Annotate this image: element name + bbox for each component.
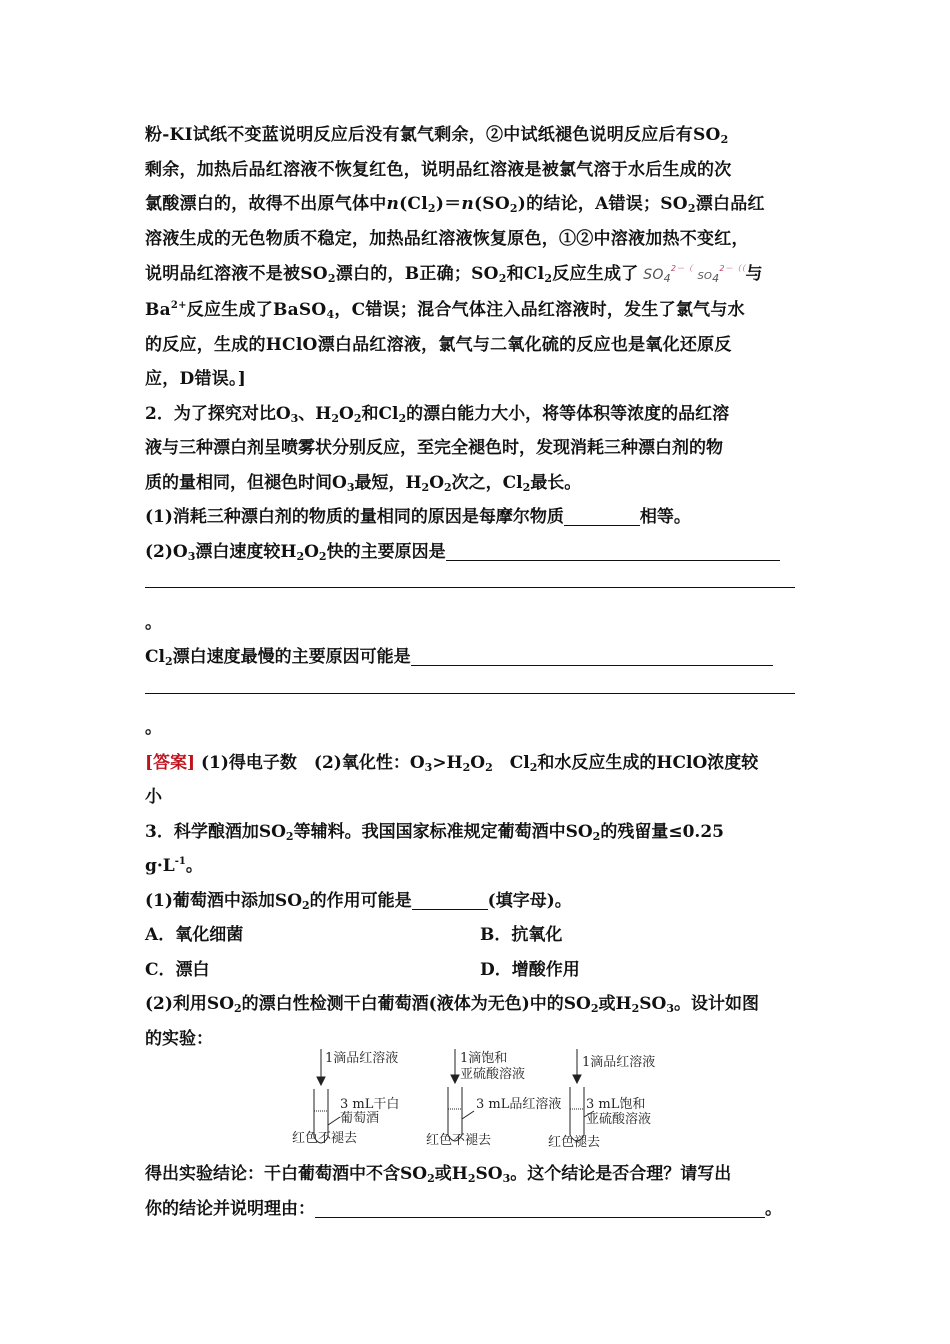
test-tube [570,1087,584,1141]
conclusion-block [145,1157,810,1226]
sulfate-ion-formula: $SO_4^{2-(}$ $SO_4^{2-((}$ [643,264,746,285]
q3-line-1: 3．科学酿酒加$SO_2$等辅料。我国国家标准规定葡萄酒中$SO_2$的残留量≤0.25 [145,821,724,843]
q3-part-2-line-2: 的实验： [145,1028,213,1049]
leader-line [328,1117,340,1125]
tube2-result-label: 红色不褪去 [426,1133,492,1148]
explanation-line-8: 应，D错误。] [145,369,247,389]
q2-part-2-blank-line [145,571,810,606]
tube1-drop-label: 1滴品红溶液 [325,1051,399,1066]
q2-line-2: 液与三种漂白剂呈喷雾状分别反应，至完全褪色时，发现消耗三种漂白剂的物 [145,438,723,458]
document-body [145,118,810,1056]
q2-part-2: $(2)O_3$漂白速度较$H_2O_2$快的主要原因是 [145,535,810,570]
answer-blank[interactable] [411,645,773,666]
tube1-result-label: 红色不褪去 [292,1131,358,1146]
explanation-line-7: 的反应，生成的HClO漂白品红溶液，氯气与二氧化硫的反应也是氧化还原反 [145,334,732,355]
answer-blank[interactable] [446,540,780,561]
option-c[interactable]: C．漂白 [145,959,210,980]
experiment-figure [290,1045,670,1157]
arrow-head [573,1075,581,1083]
q3-part-2-line-1: (2)利用$SO_2$的漂白性检测干白葡萄酒(液体为无色)中的$SO_2$或$H_2SO_3$。设计如图 [145,994,759,1015]
answer-blank[interactable] [564,505,640,526]
explanation-line-2: 剩余，加热后品红溶液不恢复红色，说明品红溶液是被氯气溶于水后生成的次 [145,159,732,180]
answer-blank[interactable] [412,889,488,910]
q2-part-3-end: 。 [145,718,162,738]
explanation-line-6: $Ba^{2+}$反应生成了BaSO$_4$，C错误；混合气体注入品红溶液时，发生了氯气与水 [145,300,745,321]
answer-blank[interactable] [145,677,795,694]
option-b[interactable]: B．抗氧化 [480,925,563,945]
option-a[interactable]: A．氧化细菌 [145,925,244,945]
tube3-liquid-label-2: 亚硫酸溶液 [586,1112,652,1127]
option-d[interactable]: D．增酸作用 [480,959,580,980]
explanation-line-1: 粉-KI试纸不变蓝说明反应后没有氯气剩余，②中试纸褪色说明反应后有$SO_2$ [145,125,729,146]
explanation-line-4: 溶液生成的无色物质不稳定，加热品红溶液恢复原色，①②中溶液加热不变红， [145,228,749,249]
arrow-head [451,1075,459,1083]
q2-answer-line-2: 小 [145,787,162,807]
q2-part-3-blank-line [145,677,810,712]
conclusion-line-1: 得出实验结论：干白葡萄酒中不含$SO_2$或$H_2SO_3$。这个结论是否合理？请写出 [145,1164,732,1185]
tube3-liquid-label-1: 3 mL饱和 [586,1097,646,1112]
tube2-drop-label-1: 1滴饱和 [460,1051,508,1066]
q2-part-2-end: 。 [145,612,162,633]
q3-options-row-2 [145,953,810,988]
tube1-liquid-label-2: 葡萄酒 [340,1111,380,1126]
tube3-result-label: 红色褪去 [548,1135,601,1150]
explanation-line-5: 说明品红溶液不是被$SO_2$漂白的，B正确；$SO_2$和$Cl_2$反应生成了 $SO_4^{2-(}$ $SO_4^{2-((}$与 [145,264,763,285]
tube2-liquid-label: 3 mL品红溶液 [476,1097,562,1112]
q2-line-3: 质的量相同，但褪色时间$O_3$最短，$H_2O_2$次之，$Cl_2$最长。 [145,472,582,494]
tube2-drop-label-2: 亚硫酸溶液 [460,1067,526,1082]
explanation-line-3: 氯酸漂白的，故得不出原气体中$n(Cl_2)=n(SO_2)$的结论，A错误；$SO_2$漂白品红 [145,194,765,215]
arrow-head [317,1077,325,1085]
tube1-liquid-label-1: 3 mL干白 [340,1097,400,1112]
q3-options-row-1 [145,918,810,953]
q2-answer-line-1: [答案] (1)得电子数 (2)氧化性：$O_3>H_2O_2$ $Cl_2$和水反应生成的HClO浓度较 [145,752,759,774]
leader-line [462,1111,474,1119]
answer-blank[interactable] [315,1197,765,1218]
answer-blank[interactable] [145,571,795,588]
q2-part-3: $Cl_2$漂白速度最慢的主要原因可能是 [145,640,810,675]
tube3-drop-label: 1滴品红溶液 [582,1055,656,1070]
q2-part-1: (1)消耗三种漂白剂的物质的量相同的原因是每摩尔物质 相等。 [145,507,691,527]
q2-line-1: 2．为了探究对比$O_3$、$H_2O_2$和$Cl_2$的漂白能力大小，将等体积等浓度的品红溶 [145,403,730,425]
conclusion-line-2: 你的结论并说明理由： 。 [145,1198,782,1219]
answer-tag: [答案] [145,752,196,773]
q3-line-2: $g\cdot L^{-1}$。 [145,856,203,876]
q3-part-1: (1)葡萄酒中添加$SO_2$的作用可能是 (填字母)。 [145,890,572,912]
